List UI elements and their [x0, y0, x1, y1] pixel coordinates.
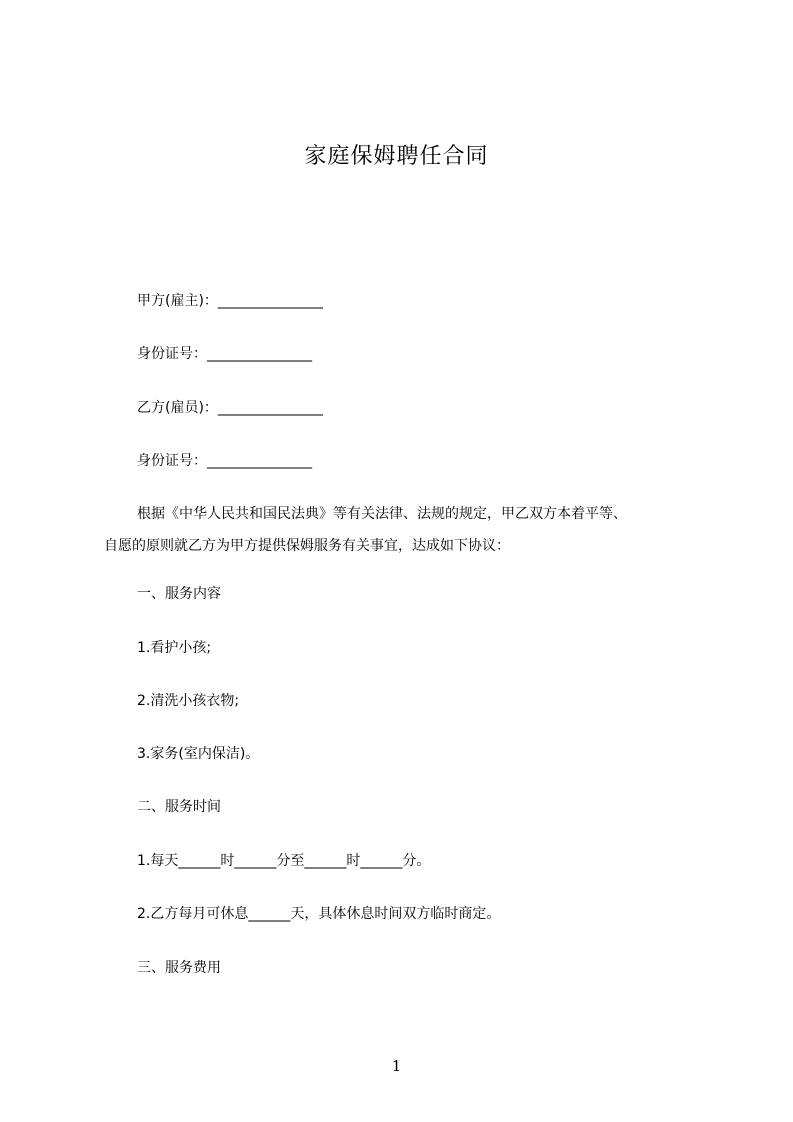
intro-paragraph: [104, 498, 704, 562]
section-heading-service-fee: 三、服务费用: [137, 960, 221, 976]
section-heading-service-content: 一、服务内容: [137, 586, 221, 602]
party-a-id-field: 身份证号：_______________: [137, 346, 312, 362]
service-item-2: 2.清洗小孩衣物;: [137, 693, 240, 709]
service-item-3: 3.家务(室内保洁)。: [137, 746, 260, 762]
intro-line-1: 根据《中华人民共和国民法典》等有关法律、法规的规定，甲乙双方本着平等、: [137, 506, 627, 522]
page-number: 1: [391, 1057, 402, 1075]
service-time-item-1: 1.每天______时______分至______时______分。: [137, 853, 431, 869]
service-time-item-2: 2.乙方每月可休息______天，具体休息时间双方临时商定。: [137, 906, 501, 922]
party-b-field: 乙方(雇员)：_______________: [137, 400, 323, 416]
party-a-field: 甲方(雇主)：_______________: [137, 293, 323, 309]
intro-line-2: 自愿的原则就乙方为甲方提供保姆服务有关事宜，达成如下协议：: [104, 538, 510, 554]
party-b-id-field: 身份证号：_______________: [137, 453, 312, 469]
document-title: 家庭保姆聘任合同: [304, 144, 489, 169]
service-item-1: 1.看护小孩;: [137, 640, 212, 656]
section-heading-service-time: 二、服务时间: [137, 799, 221, 815]
